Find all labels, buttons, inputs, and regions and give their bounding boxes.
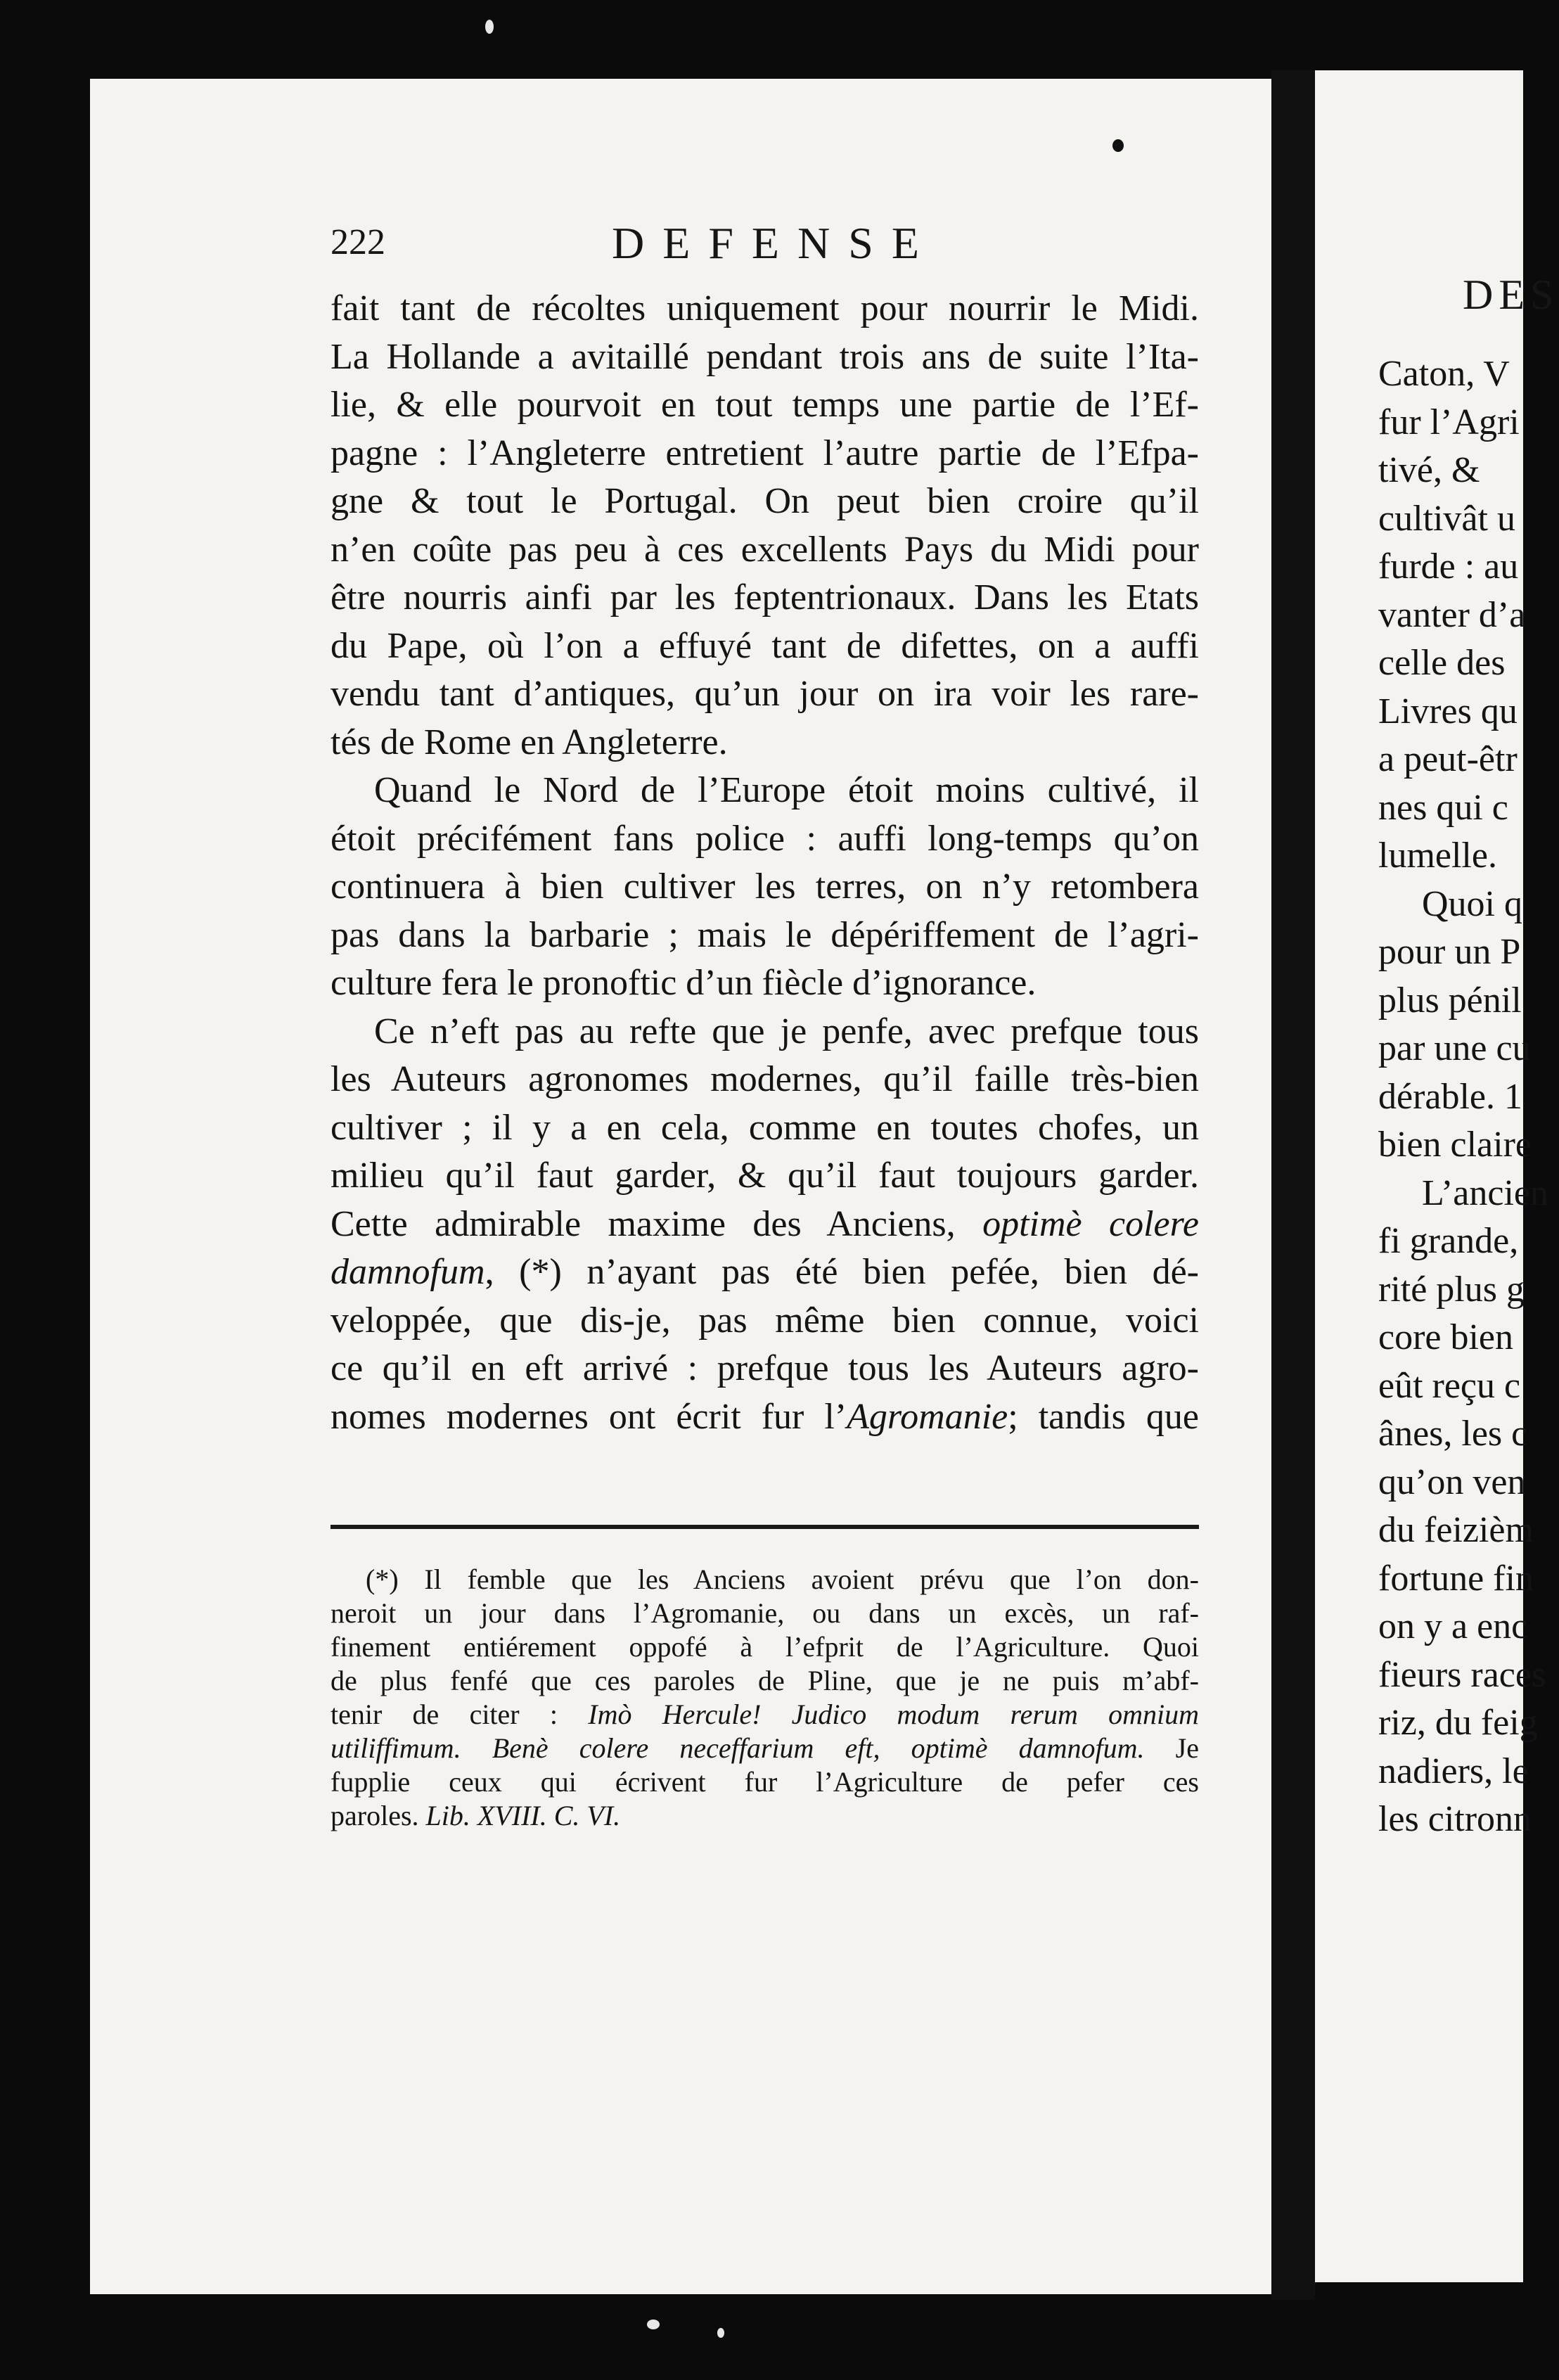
right-line: Livres qu: [1378, 691, 1518, 731]
right-line: fortune fin: [1378, 1558, 1534, 1599]
text-line: continuera à bien cultiver les terres, on n’y retombera: [331, 866, 1199, 907]
right-page: [1315, 70, 1559, 2282]
text-line: étoit précifément fans police : auffi long-temps qu’on: [331, 818, 1199, 859]
latin-phrase: optimè colere: [982, 1203, 1199, 1244]
right-line: plus pénil: [1378, 980, 1522, 1021]
right-line: nes qui c: [1378, 787, 1508, 828]
text-line: Quand le Nord de l’Europe étoit moins cultivé, il: [374, 770, 1199, 810]
text-line: cultiver ; il y a en cela, comme en toutes chofes, un: [331, 1107, 1199, 1148]
running-head: [331, 218, 1195, 271]
text-line: pagne : l’Angleterre entretient l’autre partie de l’Efpa-: [331, 433, 1199, 473]
footnote-rule: [331, 1525, 1199, 1529]
page-number: 222: [331, 222, 385, 262]
right-line: par une cu: [1378, 1028, 1531, 1068]
text-line: n’en coûte pas peu à ces excellents Pays du Midi pour: [331, 529, 1199, 570]
text-line: les Auteurs agronomes modernes, qu’il faille très-bien: [331, 1059, 1199, 1099]
right-line: Quoi q: [1422, 883, 1522, 924]
footnote-line: neroit un jour dans l’Agromanie, ou dans un excès, un raf-: [331, 1597, 1199, 1629]
running-head-title: DEFENSE: [612, 218, 937, 268]
text-line: [331, 1248, 1199, 1297]
text-run: nomes modernes ont écrit fur l’: [331, 1396, 847, 1437]
body-text: [331, 285, 1199, 1441]
right-running-head: DES: [1463, 271, 1559, 318]
right-line: les citronn: [1378, 1799, 1532, 1839]
footnote-line: [331, 1799, 1199, 1833]
right-line: rité plus g: [1378, 1269, 1525, 1310]
text-run: tenir de citer :: [331, 1698, 589, 1730]
citation: Lib. XVIII. C. VI.: [425, 1800, 621, 1831]
book-gutter: [1271, 70, 1315, 2300]
right-line: bien claire: [1378, 1125, 1532, 1165]
right-line: lumelle.: [1378, 836, 1497, 876]
text-line: veloppée, que dis-je, pas même bien connue, voici: [331, 1300, 1199, 1341]
text-line: du Pape, où l’on a effuyé tant de difettes, on a auffi: [331, 625, 1199, 666]
text-line: lie, & elle pourvoit en tout temps une partie de l’Ef-: [331, 385, 1199, 425]
right-line: cultivât u: [1378, 498, 1515, 539]
paragraph: [331, 767, 1199, 1008]
right-line: core bien: [1378, 1317, 1514, 1357]
footnote-line: (*) Il femble que les Anciens avoient prévu que l’on don-: [366, 1563, 1199, 1595]
text-run: Je: [1144, 1732, 1199, 1764]
text-line: vendu tant d’antiques, qu’un jour on ira voir les rare-: [331, 674, 1199, 714]
text-line: gne & tout le Portugal. On peut bien croire qu’il: [331, 481, 1199, 521]
scan-speck: [647, 2320, 660, 2329]
right-line: ânes, les c: [1378, 1414, 1528, 1454]
right-line: pour un P: [1378, 932, 1521, 972]
footnote-line: de plus fenfé que ces paroles de Pline, que je ne puis m’abf-: [331, 1665, 1199, 1696]
text-line: La Hollande a avitaillé pendant trois ans de suite l’Ita-: [331, 336, 1199, 377]
footnote-line: [331, 1698, 1199, 1732]
text-line: fait tant de récoltes uniquement pour nourrir le Midi.: [331, 288, 1199, 328]
paragraph: [331, 285, 1199, 767]
right-line: fieurs races: [1378, 1654, 1546, 1695]
text-run: ; tandis que: [1008, 1396, 1199, 1437]
latin-quote: utiliffimum. Benè colere neceffarium eft, optimè damnofum.: [331, 1732, 1145, 1764]
paragraph: [331, 1008, 1199, 1442]
right-line: fi grande,: [1378, 1221, 1519, 1261]
latin-quote: Imò Hercule! Judico modum rerum omnium: [588, 1698, 1199, 1730]
right-line: L’ancien: [1422, 1172, 1548, 1213]
right-line: tivé, &: [1378, 450, 1480, 490]
footnote-line: fupplie ceux qui écrivent fur l’Agriculture de pefer ces: [331, 1766, 1199, 1798]
scan-speck: [1112, 139, 1124, 152]
text-line: être nourris ainfi par les feptentrionaux. Dans les Etats: [331, 577, 1199, 618]
right-line: dérable. 1: [1378, 1076, 1523, 1117]
right-line: fur l’Agri: [1378, 402, 1520, 442]
text-line: [331, 1393, 1199, 1442]
scan-speck: [717, 2328, 724, 2338]
footnote-line: finement entiérement oppofé à l’efprit de l’Agriculture. Quoi: [331, 1631, 1199, 1663]
text-line: [331, 1201, 1199, 1249]
right-line: du feizièm: [1378, 1510, 1534, 1550]
footnote: [331, 1563, 1199, 1833]
text-line: tés de Rome en Angleterre.: [331, 722, 728, 762]
text-line: pas dans la barbarie ; mais le dépériffement de l’agri-: [331, 914, 1199, 955]
text-run: Cette admirable maxime des Anciens,: [331, 1203, 983, 1244]
right-line: eût reçu c: [1378, 1365, 1521, 1406]
italic-term: Agromanie: [847, 1396, 1008, 1437]
right-line: Caton, V: [1378, 354, 1510, 394]
right-line: riz, du feig: [1378, 1703, 1538, 1743]
right-page-text: [1378, 350, 1548, 1844]
right-line: furde : au: [1378, 546, 1519, 587]
text-line: milieu qu’il faut garder, & qu’il faut toujours garder.: [331, 1156, 1199, 1196]
right-line: vanter d’a: [1378, 594, 1526, 635]
scan-speck: [485, 20, 494, 34]
latin-phrase: damnofum: [331, 1252, 485, 1292]
right-line: nadiers, le: [1378, 1751, 1529, 1791]
right-line: celle des: [1378, 643, 1506, 683]
right-line: qu’on ven: [1378, 1461, 1526, 1502]
right-line: on y a enc: [1378, 1606, 1528, 1646]
text-run: , (*) n’ayant pas été bien pefée, bien dé-: [485, 1252, 1199, 1292]
text-run: paroles.: [331, 1800, 426, 1831]
text-line: Ce n’eft pas au refte que je penfe, avec prefque tous: [374, 1011, 1199, 1051]
footnote-line: [331, 1732, 1199, 1765]
text-line: ce qu’il en eft arrivé : prefque tous les Auteurs agro-: [331, 1348, 1199, 1388]
right-line: a peut-êtr: [1378, 739, 1518, 779]
text-line: culture fera le pronoftic d’un fiècle d’ignorance.: [331, 963, 1037, 1003]
